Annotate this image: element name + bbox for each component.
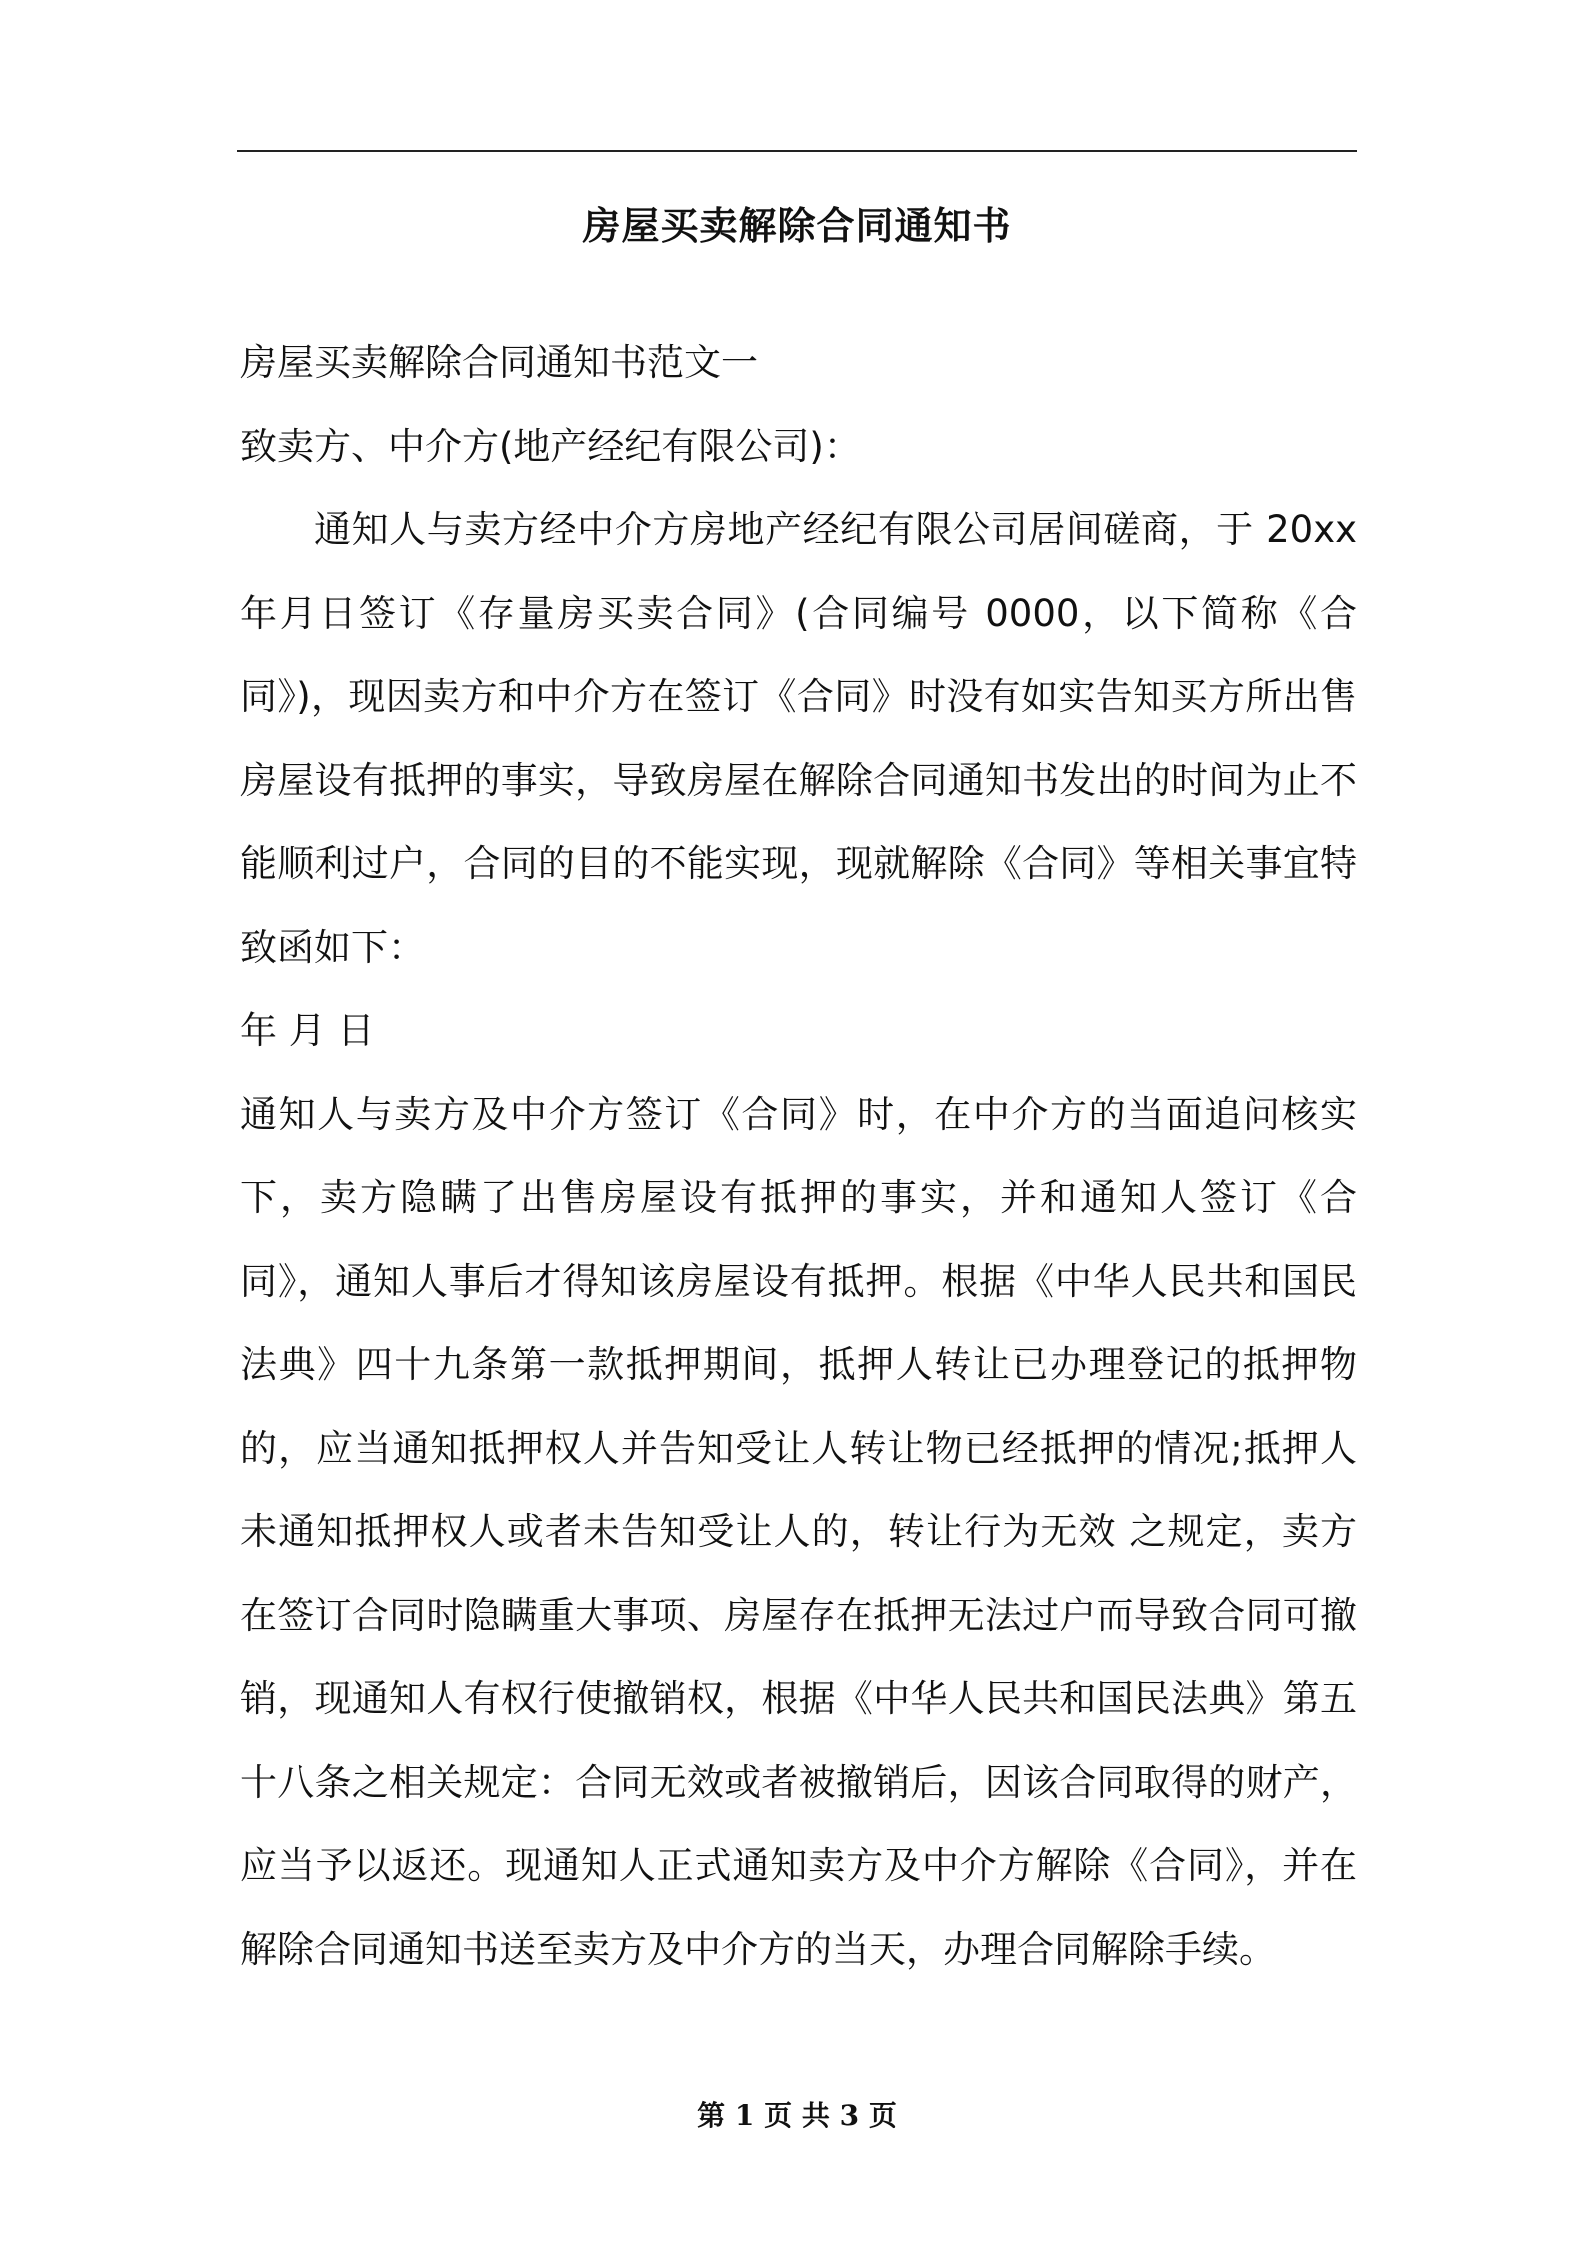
document-body <box>240 321 1357 1991</box>
addressee-paragraph: 致卖方、中介方(地产经纪有限公司)： <box>240 424 861 468</box>
header-rule <box>237 150 1357 152</box>
notice-intro-paragraph: 通知人与卖方经中介方房地产经纪有限公司居间磋商，于 20xx 年月日签订《存量房买卖合同》(合同编号 0000，以下简称《合同》)，现因卖方和中介方在签订《合同》时没有如实告知买方所出售房屋设有抵押的事实，导致房屋在解除合同通知书发出的时间为止不能顺利过户，合同的目的不能实现，现就解除《合同》等相关事宜特致函如下： <box>240 508 1357 969</box>
subtitle-paragraph: 房屋买卖解除合同通知书范文一 <box>240 341 758 384</box>
page-number-footer: 第 1 页 共 3 页 <box>697 2099 897 2132</box>
notice-body-paragraph: 通知人与卖方及中介方签订《合同》时，在中介方的当面追问核实下，卖方隐瞒了出售房屋设有抵押的事实，并和通知人签订《合同》，通知人事后才得知该房屋设有抵押。根据《中华人民共和国民法典》四十九条第一款抵押期间，抵押人转让已办理登记的抵押物的，应当通知抵押权人并告知受让人转让物已经抵押的情况;抵押人未通知抵押权人或者未告知受让人的，转让行为无效 之规定，卖方在签订合同时隐瞒重大事项、房屋存在抵押无法过户而导致合同可撤销，现通知人有权行使撤销权，根据《中华人民共和国民法典》第五十八条之相关规定：合同无效或者被撤销后，因该合同取得的财产，应当予以返还。现通知人正式通知卖方及中介方解除《合同》，并在解除合同通知书送至卖方及中介方的当天，办理合同解除手续。 <box>240 1092 1357 1971</box>
date-line: 年 月 日 <box>240 1009 375 1052</box>
document-title: 房屋买卖解除合同通知书 <box>582 204 1012 248</box>
